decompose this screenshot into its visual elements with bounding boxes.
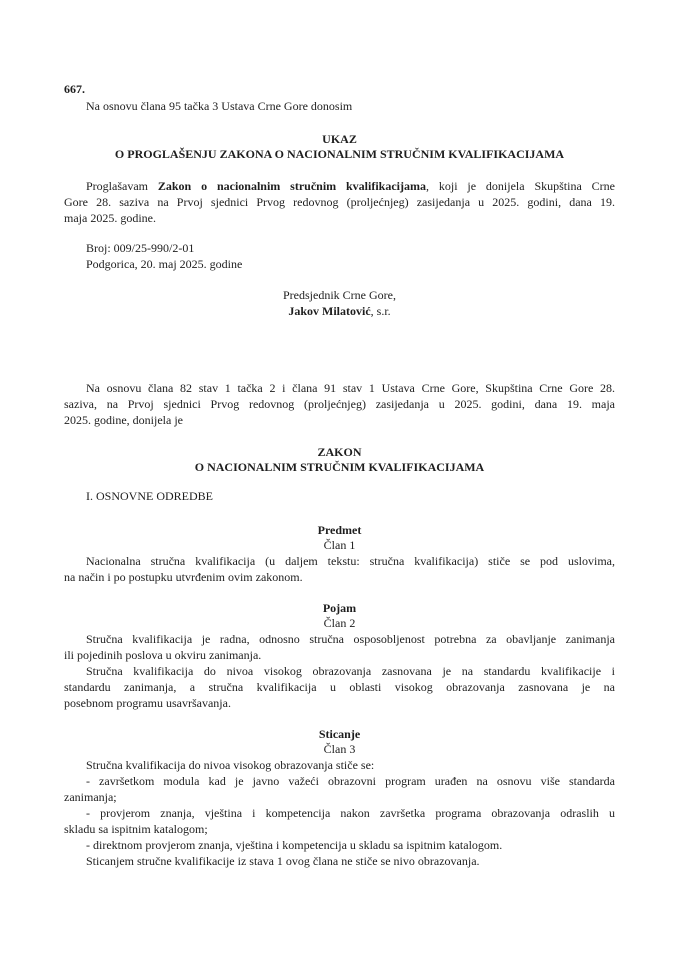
ukaz-body-line-1: Proglašavam Zakon o nacionalnim stručnim kvalifikacijama, koji je donijela Skupština Crne <box>86 179 615 193</box>
zakon-title: ZAKON <box>317 445 362 459</box>
zakon-intro-line-1: Na osnovu člana 82 stav 1 tačka 2 i člana 91 stav 1 Ustava Crne Gore, Skupština Crne Gore 28. <box>86 381 615 395</box>
zakon-subtitle: O NACIONALNIM STRUČNIM KVALIFIKACIJAMA <box>194 460 485 474</box>
article-line: posebnom programu usavršavanja. <box>64 696 231 710</box>
article-line: standardu zanimanja, a stručna kvalifikacija u oblasti visokog obrazovanja zasnovana je na <box>64 680 615 694</box>
signatory-title: Predsjednik Crne Gore, <box>283 288 396 302</box>
article-line: Nacionalna stručna kvalifikacija (u daljem tekstu: stručna kvalifikacija) stiče se pod uslovima, <box>86 554 615 568</box>
article-line: - direktnom provjerom znanja, vještina i kompetencija u skladu sa ispitnim katalogom. <box>86 838 503 852</box>
article-line: zanimanja; <box>64 790 117 804</box>
article-number: Član 3 <box>323 742 356 756</box>
article-heading: Predmet <box>317 523 362 537</box>
ukaz-title: UKAZ <box>322 132 357 146</box>
law-name: Zakon o nacionalnim stručnim kvalifikacijama <box>157 179 427 193</box>
broj: Broj: 009/25-990/2-01 <box>86 241 195 255</box>
article-line: Stručna kvalifikacija do nivoa visokog obrazovanja stiče se: <box>86 758 375 772</box>
place-date: Podgorica, 20. maj 2025. godine <box>86 257 243 271</box>
ukaz-body-line-2: Gore 28. saziva na Prvoj sjednici Prvog redovnog (proljećnjeg) zasijedanja u 2025. godini, dana 19. <box>64 195 615 209</box>
ukaz-intro: Na osnovu člana 95 tačka 3 Ustava Crne Gore donosim <box>86 99 353 113</box>
signatory-name: Jakov Milatović <box>288 304 371 318</box>
article-line: - završetkom modula kad je javno važeći obrazovni program urađen na osnovu više standarda <box>86 774 615 788</box>
article-line: - provjerom znanja, vještina i kompetencija nakon završetka programa obrazovanja odraslih u <box>86 806 615 820</box>
ukaz-subtitle: O PROGLAŠENJU ZAKONA O NACIONALNIM STRUČNIM KVALIFIKACIJAMA <box>114 147 565 161</box>
article-line: na način i po postupku utvrđenim ovim zakonom. <box>64 570 303 584</box>
article-line: skladu sa ispitnim katalogom; <box>64 822 208 836</box>
zakon-intro-line-2: saziva, na Prvoj sjednici Prvog redovnog (proljećnjeg) zasijedanja u 2025. godini, dana 19. maja <box>64 397 615 411</box>
signatory: Jakov Milatović, s.r. <box>288 304 391 318</box>
chapter-heading: I. OSNOVNE ODREDBE <box>86 489 213 503</box>
article-line: Stručna kvalifikacija do nivoa visokog obrazovanja zasnovana je na standardu kvalifikacije i <box>86 664 615 678</box>
gazette-number: 667. <box>64 82 85 96</box>
article-line: Stručna kvalifikacija je radna, odnosno stručna osposobljenost potrebna za obavljanje zanimanja <box>86 632 615 646</box>
zakon-intro-line-3: 2025. godine, donijela je <box>64 413 183 427</box>
article-heading: Sticanje <box>318 727 361 741</box>
article-number: Član 1 <box>323 538 356 552</box>
article-line: Sticanjem stručne kvalifikacije iz stava 1 ovog člana ne stiče se nivo obrazovanja. <box>86 854 480 868</box>
ukaz-body-line-3: maja 2025. godine. <box>64 211 156 225</box>
article-number: Član 2 <box>323 616 356 630</box>
article-heading: Pojam <box>322 601 357 615</box>
article-line: ili pojedinih poslova u okviru zanimanja. <box>64 648 262 662</box>
